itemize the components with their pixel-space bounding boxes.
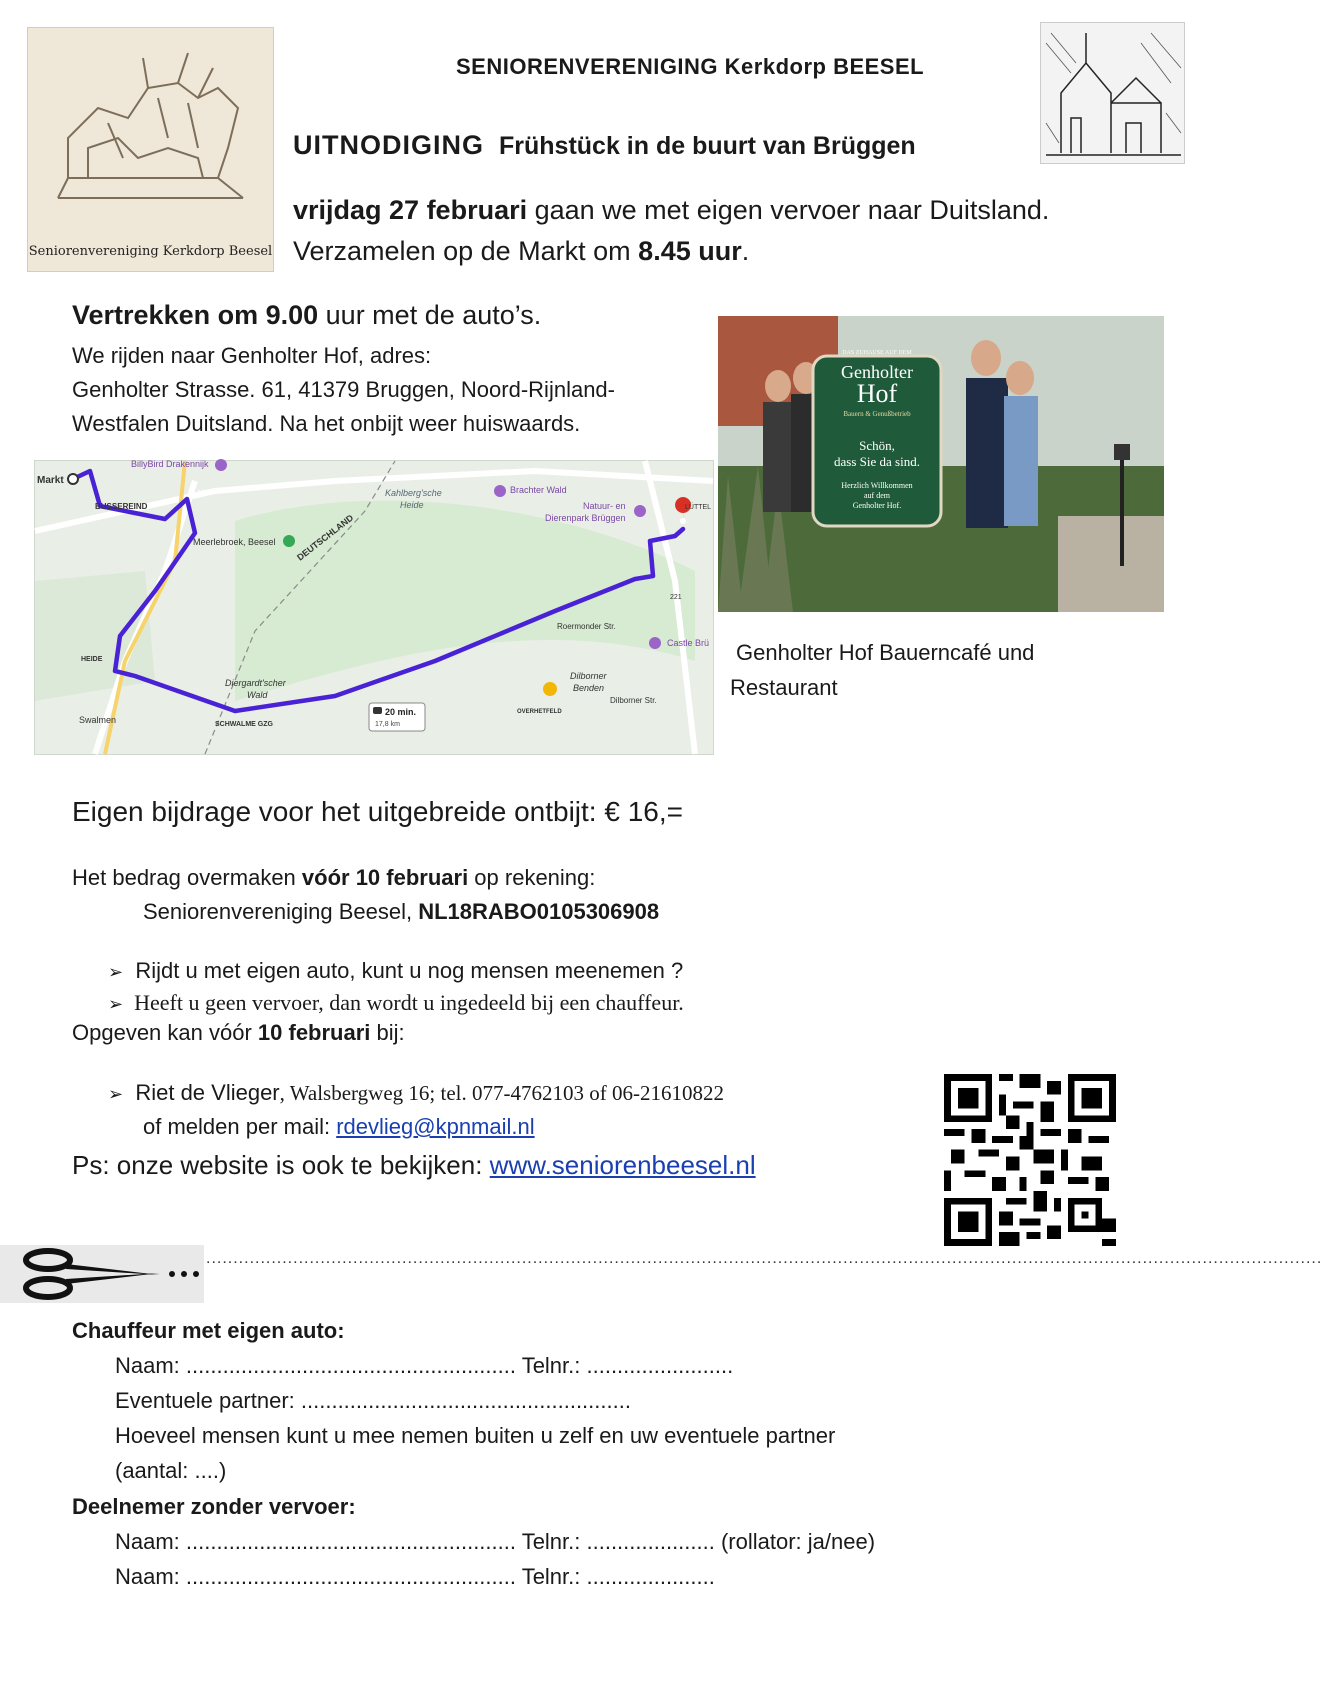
arrow-bullet-icon: ➢ [108,994,124,1015]
map-label-deutschland: DEUTSCHLAND [295,512,356,563]
travel-distance: 17,8 km [375,721,400,728]
map-label-natuur-1: Natuur- en [583,501,626,511]
org-title: SENIORENVERENIGING Kerkdorp BEESEL [456,54,925,79]
website-pre: Ps: onze website is ook te bekijken: [72,1150,490,1180]
map-label-markt: Markt [37,475,64,486]
account-name: Seniorenvereniging Beesel, [143,899,419,924]
sign-top: DAS ZUHAUSE AUF DEM [842,350,912,356]
sign-line-4: auf dem [864,491,890,500]
date-line [293,195,1049,226]
map-label-billybird: BillyBird Drakennijk [131,459,209,469]
scissors-icon [0,1245,204,1303]
email-link[interactable]: rdevlieg@kpnmail.nl [336,1114,535,1139]
account-line [143,899,659,925]
map-label-dilborner-2: Benden [573,683,605,693]
contact-details: , Walsbergweg 16; tel. 077-4762103 of 06-21610822 [279,1081,724,1105]
arrow-bullet-icon: ➢ [108,962,124,983]
sign-sub: Bauern & Genußbetrieb [843,410,911,418]
cut-line-dots: ............................................................................................................................................................................................................. [206,1250,1322,1267]
bullet-own-car [108,958,683,984]
sign-name-2: Hof [856,379,898,408]
cut-line-scissors [0,1245,204,1303]
photo-canvas [718,316,1164,612]
map-label-brachter: Brachter Wald [510,485,567,495]
invitation-label: UITNODIGING [293,130,484,160]
map-label-castle: Castle Brü [667,638,710,648]
map-label-busserein: BUSSEREIND [95,502,148,511]
departure-time: Vertrekken om 9.00 [72,300,319,330]
sign-name-1: Genholter [841,362,913,382]
driver-partner-field: Eventuele partner: ...................................................... [115,1388,631,1413]
signup-pre: Opgeven kan vóór [72,1020,258,1045]
address-line-2: Westfalen Duitsland. Na het onbijt weer huiswaards. [72,411,581,436]
church-drawing [1040,22,1185,164]
payment-post: op rekening: [468,865,596,890]
payment-deadline: vóór 10 februari [301,865,469,890]
map-label-kahlberg-2: Heide [400,500,424,510]
passenger-section-title: Deelnemer zonder vervoer: [72,1494,356,1519]
qr-code [944,1074,1116,1246]
map-label-221: 221 [670,594,682,601]
driver-name-field: Naam: ...................................................... Telnr.: ........................ [115,1353,734,1378]
route-map [34,460,714,755]
gather-time: 8.45 uur [638,236,742,266]
map-canvas [35,461,713,754]
driver-capacity-question: Hoeveel mensen kunt u mee nemen buiten u zelf en uw eventuele partner [115,1423,836,1448]
map-label-a73: A73 [197,490,210,497]
bullet-no-transport-text: Heeft u geen vervoer, dan wordt u ingedeeld bij een chauffeur. [134,990,684,1015]
travel-time-box [369,703,425,731]
map-label-schwalme: SCHWALME GZG [215,721,273,728]
map-label-dilborner-1: Dilborner [570,671,607,681]
event-date: vrijdag 27 februari [293,195,528,225]
cost-line: Eigen bijdrage voor het uitgebreide ontbijt: € 16,= [72,796,683,827]
map-label-overhetfeld: OVERHETFELD [517,709,562,715]
driver-capacity-field: (aantal: ....) [115,1458,227,1483]
driver-section-title: Chauffeur met eigen auto: [72,1318,345,1343]
map-label-diergardt-2: Wald [247,690,268,700]
logo-caption: Seniorenvereniging Kerkdorp Beesel [28,244,273,259]
gather-pre: Verzamelen op de Markt om [293,236,639,266]
passenger-name-field-1: Naam: ...................................................... Telnr.: ..................... (rollator: ja/nee) [115,1529,876,1554]
date-rest: gaan we met eigen vervoer naar Duitsland. [527,195,1050,225]
car-icon [373,707,382,714]
qr-code-icon [944,1074,1116,1246]
bullet-own-car-text: Rijdt u met eigen auto, kunt u nog mensen meenemen ? [135,958,684,983]
map-label-dilborner-str: Dilborner Str. [610,696,657,705]
signup-post: bij: [370,1020,405,1045]
payment-line [72,865,595,891]
payment-pre: Het bedrag overmaken [72,865,302,890]
invitation-title [293,130,916,161]
welcome-sign [813,350,941,526]
mail-line [143,1114,535,1140]
map-label-roermonder: Roermonder Str. [557,622,616,631]
map-label-diergardt-1: Diergardt'scher [225,678,286,688]
photo-caption-1: Genholter Hof Bauerncafé und [736,640,1035,665]
map-label-swalmen: Swalmen [79,715,117,725]
sign-line-2: dass Sie da sind. [834,454,920,469]
genholter-hof-photo [718,316,1164,612]
map-label-heide: HEIDE [81,656,103,663]
bullet-no-transport [108,990,684,1016]
gather-post: . [741,236,750,266]
website-line [72,1150,756,1181]
map-label-natuur-2: Dierenpark Brüggen [545,513,626,523]
address-intro: We rijden naar Genholter Hof, adres: [72,343,432,368]
contact-name: Riet de Vlieger [135,1080,280,1105]
signup-deadline: 10 februari [257,1020,371,1045]
address-line-1: Genholter Strasse. 61, 41379 Bruggen, Noord-Rijnland- [72,377,615,402]
association-logo [27,27,274,272]
photo-caption-2: Restaurant [730,675,838,700]
sign-line-5: Genholter Hof. [852,501,902,510]
gather-line [293,236,749,267]
departure-line [72,300,541,331]
map-label-lutel: LÜTTEL [685,504,712,511]
map-label-meerlebroek: Meerlebroek, Beesel [193,537,276,547]
mail-pre: of melden per mail: [143,1114,337,1139]
iban: NL18RABO0105306908 [418,899,660,924]
sculpture-drawing-icon [28,28,273,228]
travel-time: 20 min. [385,707,417,717]
invitation-subject: Frühstück in de buurt van Brüggen [499,132,916,160]
departure-rest: uur met de auto’s. [318,300,542,330]
map-label-kahlberg-1: Kahlberg'sche [385,488,442,498]
sign-line-3: Herzlich Willkommen [841,481,913,490]
church-icon [1041,23,1184,163]
contact-line [108,1080,724,1106]
sign-line-1: Schön, [859,438,895,453]
arrow-bullet-icon: ➢ [108,1084,124,1105]
passenger-name-field-2: Naam: ...................................................... Telnr.: ..................... [115,1564,715,1589]
website-link[interactable]: www.seniorenbeesel.nl [489,1150,756,1180]
signup-line [72,1020,405,1046]
